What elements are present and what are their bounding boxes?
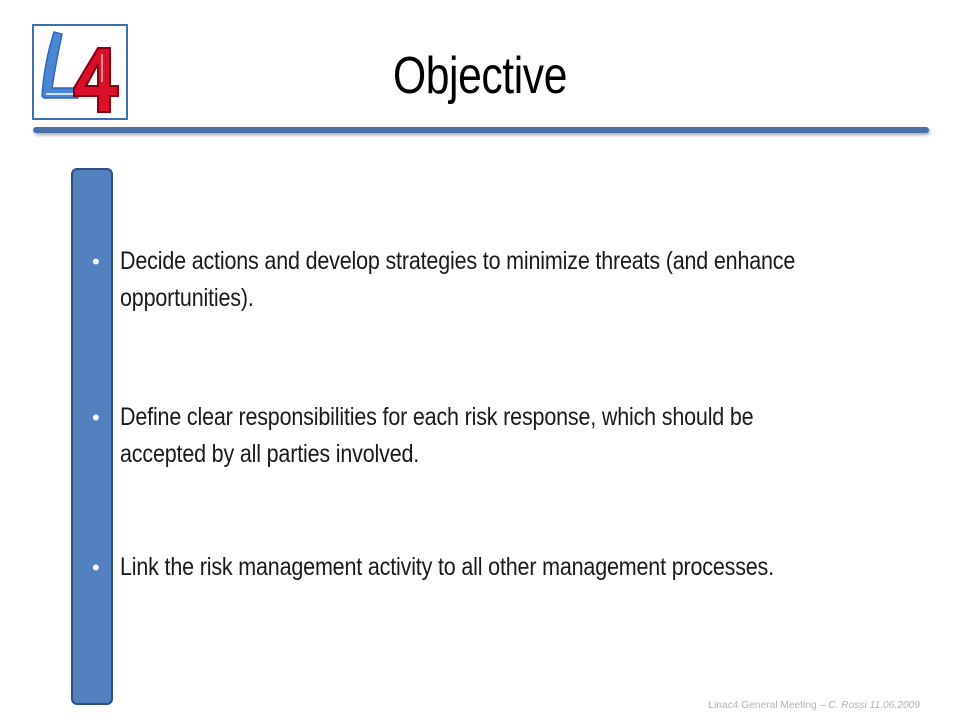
footer-meeting: Linac4 General Meeting – <box>708 700 829 711</box>
list-item <box>88 243 918 317</box>
list-item <box>88 549 918 587</box>
slide-footer <box>708 700 920 711</box>
bullet-dot-icon: • <box>92 405 100 430</box>
title-divider <box>33 127 929 133</box>
bullet-text: Define clear responsibilities for each risk response, which should be accepted by all parties involved. <box>120 403 754 468</box>
slide-title: Objective <box>392 47 568 105</box>
bullet-text: Link the risk management activity to all other management processes. <box>120 553 774 581</box>
bullet-dot-icon: • <box>92 249 100 274</box>
list-item <box>88 399 918 473</box>
bullet-dot-icon: • <box>92 555 100 580</box>
footer-author-date: C. Rossi 11.06.2009 <box>828 700 920 711</box>
bullet-text: Decide actions and develop strategies to minimize threats (and enhance opportunities). <box>120 247 796 312</box>
